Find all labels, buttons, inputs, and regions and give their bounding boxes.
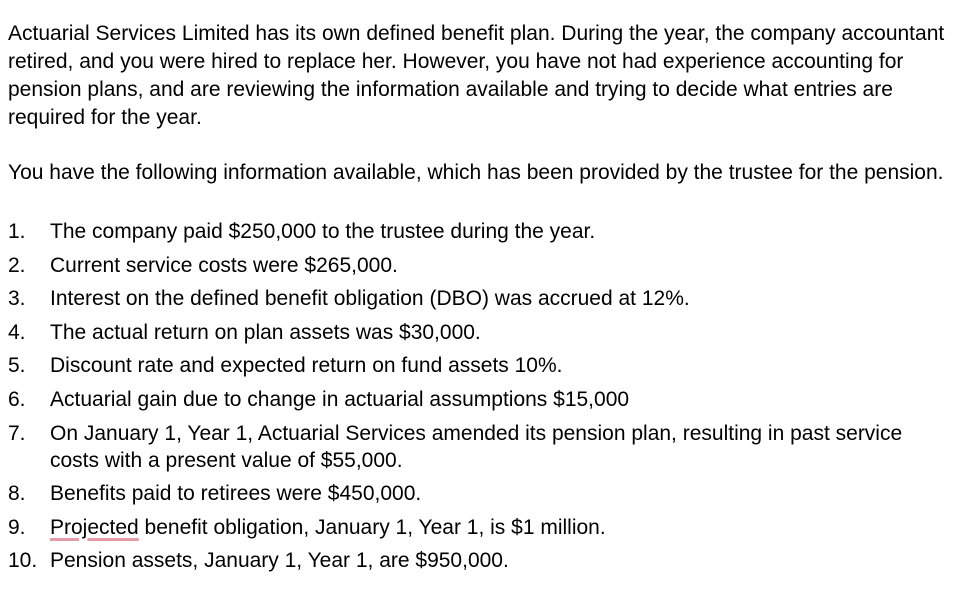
list-item-number: 6. [8,387,26,411]
list-item-text: On January 1, Year 1, Actuarial Services amended its pension plan, resulting in past service costs with a present value of $55,000. [50,421,903,472]
list-item [8,285,948,312]
list-item-text: Discount rate and expected return on fund assets 10%. [50,354,563,378]
info-paragraph: You have the following information available, which has been provided by the trustee for the pension. [8,161,944,184]
list-item-text: The actual return on plan assets was $30,000. [50,320,481,344]
list-item [8,420,948,474]
spellcheck-flagged-word[interactable]: Projected [50,515,139,539]
list-item-text [50,514,948,541]
list-item-number: 9. [8,515,26,539]
list-item-text-rest: benefit obligation, January 1, Year 1, is $1 million. [138,515,606,539]
list-item-number: 1. [8,220,26,243]
list-item-number: 3. [8,287,26,311]
list-item [8,252,948,279]
document-body [8,20,948,581]
list-item [8,514,948,541]
list-item [8,352,948,379]
list-item-number: 2. [8,253,26,277]
intro-paragraph: Actuarial Services Limited has its own defined benefit plan. During the year, the company accountant retired, and you were hired to replace her. However, you have not had experience accounting for pension plans, and are reviewing the information available and trying to decide what entries are required for the year. [8,22,945,129]
list-item-number: 7. [8,421,26,445]
list-item [8,319,948,346]
list-item-text: Interest on the defined benefit obligation (DBO) was accrued at 12%. [50,287,690,311]
list-item-text: Pension assets, January 1, Year 1, are $950,000. [50,549,509,573]
list-item-text: Benefits paid to retirees were $450,000. [50,482,422,506]
list-item-text: The company paid $250,000 to the trustee during the year. [50,220,596,243]
list-item-number: 5. [8,354,26,378]
list-item [8,547,948,574]
list-item-text: Current service costs were $265,000. [50,253,398,277]
list-item-number: 4. [8,320,26,344]
list-item [8,218,948,245]
list-item-number: 8. [8,482,26,506]
numbered-list [8,218,948,574]
list-item-text: Actuarial gain due to change in actuarial assumptions $15,000 [50,387,630,411]
list-item [8,386,948,413]
list-item-number: 10. [8,549,38,573]
list-item [8,480,948,507]
